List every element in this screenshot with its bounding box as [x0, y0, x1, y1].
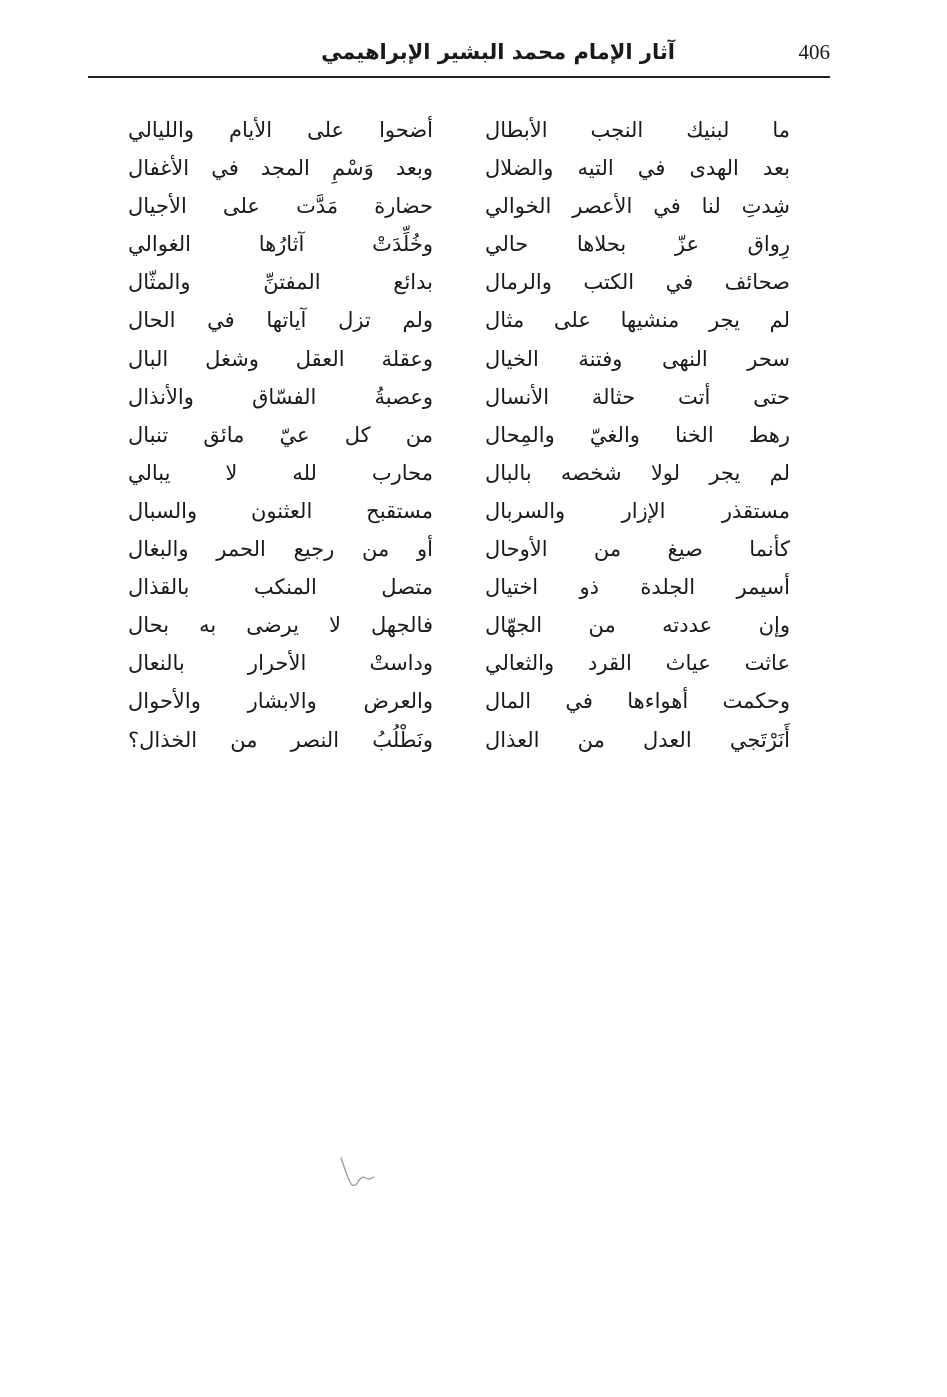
- verse-second-hemistich: وعقلة العقل وشغل البال: [128, 346, 433, 371]
- verse-first-hemistich: صحائف في الكتب والرمال: [485, 270, 790, 295]
- verse-first-hemistich: حتى أتت حثالة الأنسال: [485, 384, 790, 409]
- verse-second-hemistich: حضارة مَدَّت على الأجيال: [128, 194, 433, 219]
- verse-second-hemistich: بدائع المفتنِّ والمثّال: [128, 270, 433, 295]
- verse-second-hemistich: وداستْ الأحرار بالنعال: [128, 651, 433, 676]
- verse-first-hemistich: وحكمت أهواءها في المال: [485, 689, 790, 714]
- verse-second-hemistich: وبعد وَسْمِ المجد في الأغفال: [128, 156, 433, 181]
- verse-second-hemistich: من كل عيّ مائق تنبال: [128, 422, 433, 447]
- verse-first-hemistich: رهط الخنا والغيّ والمِحال: [485, 422, 790, 447]
- pencil-mark: [338, 1156, 378, 1192]
- verse-first-hemistich: مستقذر الإزار والسربال: [485, 498, 790, 523]
- verse-row: [128, 454, 790, 492]
- poem-body: [128, 111, 790, 771]
- page-number: 406: [798, 40, 830, 64]
- verse-row: [128, 378, 790, 416]
- verse-row: [128, 187, 790, 225]
- verse-second-hemistich: أضحوا على الأيام والليالي: [128, 118, 433, 142]
- verse-row: [128, 644, 790, 682]
- verse-row: [128, 111, 790, 149]
- verse-first-hemistich: أَنَرْتَجي العدل من العذال: [485, 727, 790, 752]
- verse-first-hemistich: رِواق عزّ بحلاها حالي: [485, 232, 790, 257]
- verse-row: [128, 263, 790, 301]
- verse-first-hemistich: عاثت عياث القرد والثعالي: [485, 651, 790, 676]
- verse-second-hemistich: ونَطْلُبُ النصر من الخذال؟: [128, 727, 433, 752]
- verse-first-hemistich: لم يجر لولا شخصه بالبال: [485, 460, 790, 485]
- verse-second-hemistich: ولم تزل آياتها في الحال: [128, 308, 433, 333]
- verse-first-hemistich: وإن عددته من الجهّال: [485, 613, 790, 638]
- verse-row: [128, 492, 790, 530]
- header-rule: [88, 76, 830, 78]
- verse-first-hemistich: سحر النهى وفتنة الخيال: [485, 346, 790, 371]
- verse-second-hemistich: فالجهل لا يرضى به بحال: [128, 613, 433, 638]
- verse-row: [128, 340, 790, 378]
- verse-row: [128, 682, 790, 720]
- verse-first-hemistich: لم يجر منشيها على مثال: [485, 308, 790, 333]
- verse-row: [128, 606, 790, 644]
- verse-row: [128, 416, 790, 454]
- verse-row: [128, 530, 790, 568]
- verse-row: [128, 149, 790, 187]
- page-header: [88, 38, 830, 76]
- verse-row: [128, 721, 790, 759]
- verse-second-hemistich: محارب لله لا يبالي: [128, 460, 433, 485]
- verse-row: [128, 225, 790, 263]
- verse-second-hemistich: وخُلِّدَتْ آثارُها الغوالي: [128, 232, 433, 257]
- verse-first-hemistich: أسيمر الجلدة ذو اختيال: [485, 575, 790, 600]
- verse-first-hemistich: بعد الهدى في التيه والضلال: [485, 156, 790, 181]
- verse-second-hemistich: متصل المنكب بالقذال: [128, 575, 433, 600]
- verse-first-hemistich: كأنما صيغ من الأوحال: [485, 537, 790, 562]
- verse-row: [128, 568, 790, 606]
- running-title: آثار الإمام محمد البشير الإبراهيمي: [321, 40, 675, 64]
- verse-second-hemistich: وعصبةُ الفسّاق والأنذال: [128, 384, 433, 409]
- verse-first-hemistich: ما لبنيك النجب الأبطال: [485, 118, 790, 142]
- verse-second-hemistich: والعرض والابشار والأحوال: [128, 689, 433, 714]
- verse-second-hemistich: مستقبح العثنون والسبال: [128, 498, 433, 523]
- verse-first-hemistich: شِدتِ لنا في الأعصر الخوالي: [485, 194, 790, 219]
- verse-second-hemistich: أو من رجيع الحمر والبغال: [128, 537, 433, 562]
- verse-row: [128, 301, 790, 339]
